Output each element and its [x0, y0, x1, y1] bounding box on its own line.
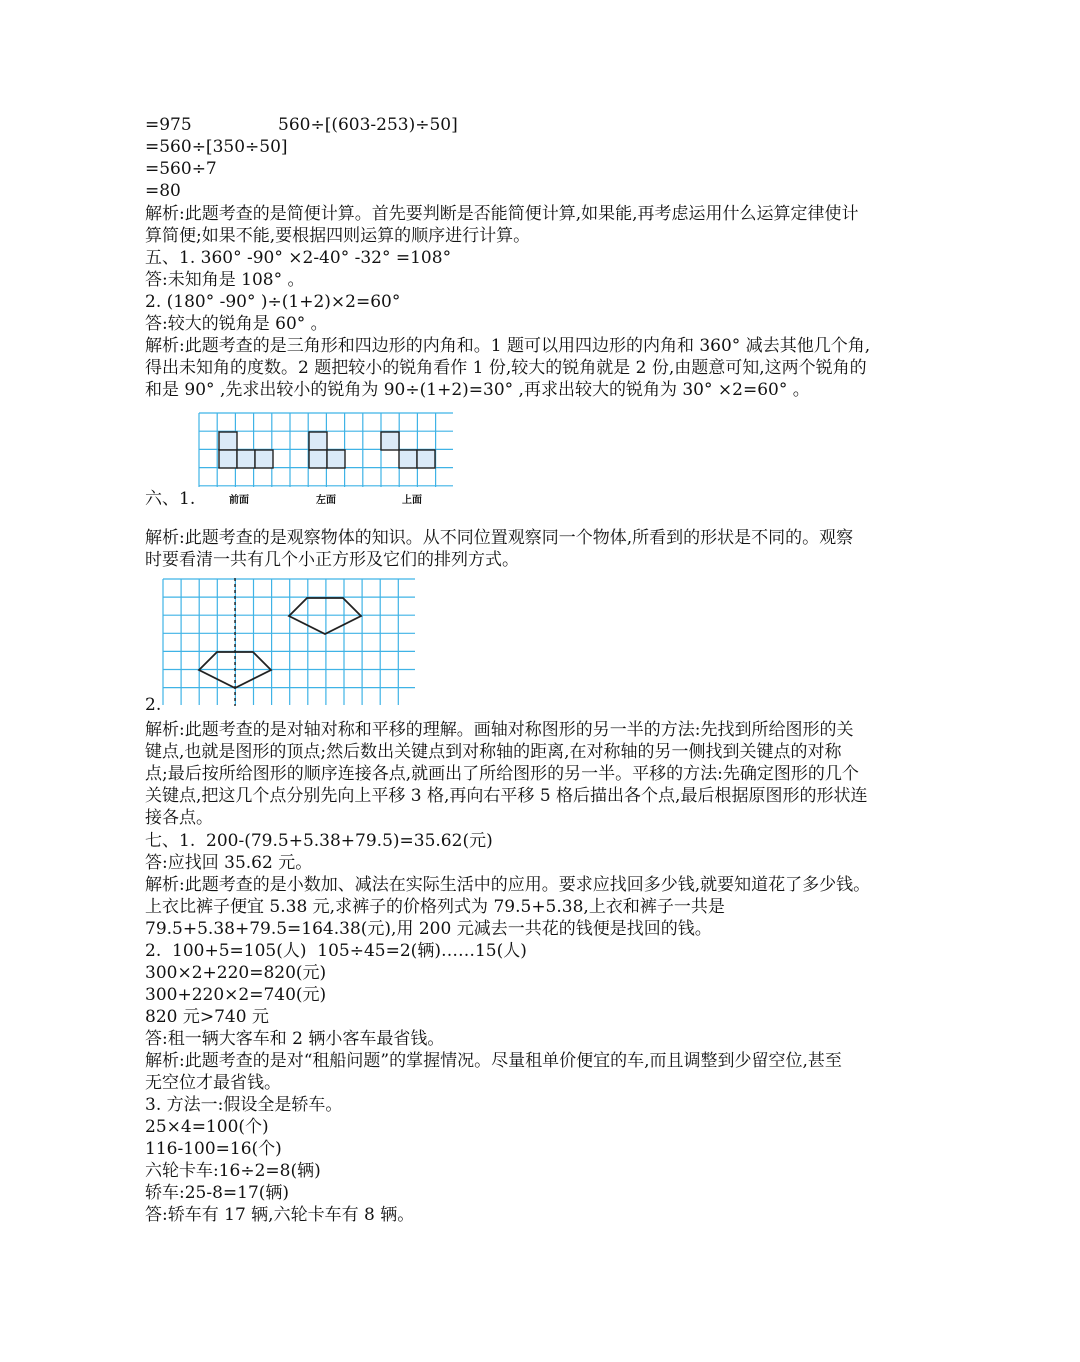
s7-line: 79.5+5.38+79.5=164.38(元),用 200 元减去一共花的钱便是找回的钱。 [145, 919, 712, 939]
s7-line: 轿车:25-8=17(辆) [145, 1183, 290, 1203]
question-label: 六、1. [145, 489, 196, 509]
calc-line-4: =80 [145, 181, 181, 201]
analysis-text: 得出未知角的度数。2 题把较小的锐角看作 1 份,较大的锐角就是 2 份,由题意可知,这两个锐角的 [145, 358, 867, 378]
analysis-text: 关键点,把这几个点分别先向上平移 3 格,再向右平移 5 格后描出各个点,最后根据原图形的形状连 [145, 786, 868, 806]
s7-line: 820 元>740 元 [145, 1007, 269, 1027]
answer-line: 答:未知角是 108° 。 [145, 270, 305, 290]
grid-lines [163, 579, 415, 705]
analysis-text: 键点,也就是图形的顶点;然后数出关键点到对称轴的距离,在对称轴的另一侧找到关键点的对称 [145, 742, 842, 762]
s7-line: 解析:此题考查的是小数加、减法在实际生活中的应用。要求应找回多少钱,就要知道花了多少钱。 [145, 875, 871, 895]
s7-line: 3. 方法一:假设全是轿车。 [145, 1095, 343, 1115]
calc-line-2: =560÷[350÷50] [145, 137, 288, 157]
s7-line: 无空位才最省钱。 [145, 1073, 281, 1093]
s7-line: 六轮卡车:16÷2=8(辆) [145, 1161, 321, 1181]
question-line: 五、1. 360° -90° ×2-40° -32° =108° [145, 248, 452, 268]
translated-pentagon [289, 598, 361, 634]
answer-line: 答:较大的锐角是 60° 。 [145, 314, 328, 334]
s7-line: 答:租一辆大客车和 2 辆小客车最省钱。 [145, 1029, 445, 1049]
view-label-left: 左面 [316, 495, 336, 506]
s7-line: 2. 100+5=105(人) 105÷45=2(辆)……15(人) [145, 941, 527, 961]
three-views-figure [198, 412, 460, 490]
analysis-text: 和是 90° ,先求出较小的锐角为 90÷(1+2)=30° ,再求出较大的锐角为 30° ×2=60° 。 [145, 380, 810, 400]
s7-line: 300+220×2=740(元) [145, 985, 327, 1005]
s7-line: 上衣比裤子便宜 5.38 元,求裤子的价格列式为 79.5+5.38,上衣和裤子一共是 [145, 897, 725, 917]
question-line: 2. (180° -90° )÷(1+2)×2=60° [145, 292, 401, 312]
calc-line-3: =560÷7 [145, 159, 217, 179]
top-view-shape [381, 432, 435, 468]
analysis-text: 时要看清一共有几个小正方形及它们的排列方式。 [145, 550, 519, 570]
s7-line: 七、1. 200-(79.5+5.38+79.5)=35.62(元) [145, 831, 493, 851]
symmetry-translation-figure [162, 578, 418, 708]
view-label-front: 前面 [229, 495, 249, 506]
analysis-text: 解析:此题考查的是三角形和四边形的内角和。1 题可以用四边形的内角和 360° 减去其他几个角, [145, 336, 871, 356]
question-label: 2. [145, 695, 162, 715]
left-view-shape [309, 432, 345, 468]
s7-line: 116-100=16(个) [145, 1139, 282, 1159]
front-view-shape [219, 432, 273, 468]
analysis-text: 解析:此题考查的是观察物体的知识。从不同位置观察同一个物体,所看到的形状是不同的。观察 [145, 528, 854, 548]
calc-line-1b: 560÷[(603-253)÷50] [278, 115, 458, 135]
s7-line: 25×4=100(个) [145, 1117, 269, 1137]
view-label-top: 上面 [402, 495, 422, 506]
analysis-text: 算简便;如果不能,要根据四则运算的顺序进行计算。 [145, 226, 531, 246]
analysis-text: 接各点。 [145, 808, 213, 828]
analysis-text: 解析:此题考查的是简便计算。首先要判断是否能简便计算,如果能,再考虑运用什么运算定律使计 [145, 204, 859, 224]
analysis-text: 解析:此题考查的是对轴对称和平移的理解。画轴对称图形的另一半的方法:先找到所给图形的关 [145, 720, 854, 740]
analysis-text: 点;最后按所给图形的顺序连接各点,就画出了所给图形的另一半。平移的方法:先确定图形的几个 [145, 764, 859, 784]
s7-line: 解析:此题考查的是对“租船问题”的掌握情况。尽量租单价便宜的车,而且调整到少留空位,甚至 [145, 1051, 842, 1071]
s7-line: 300×2+220=820(元) [145, 963, 327, 983]
calc-line-1a: =975 [145, 115, 192, 135]
s7-line: 答:应找回 35.62 元。 [145, 853, 313, 873]
s7-line: 答:轿车有 17 辆,六轮卡车有 8 辆。 [145, 1205, 415, 1225]
